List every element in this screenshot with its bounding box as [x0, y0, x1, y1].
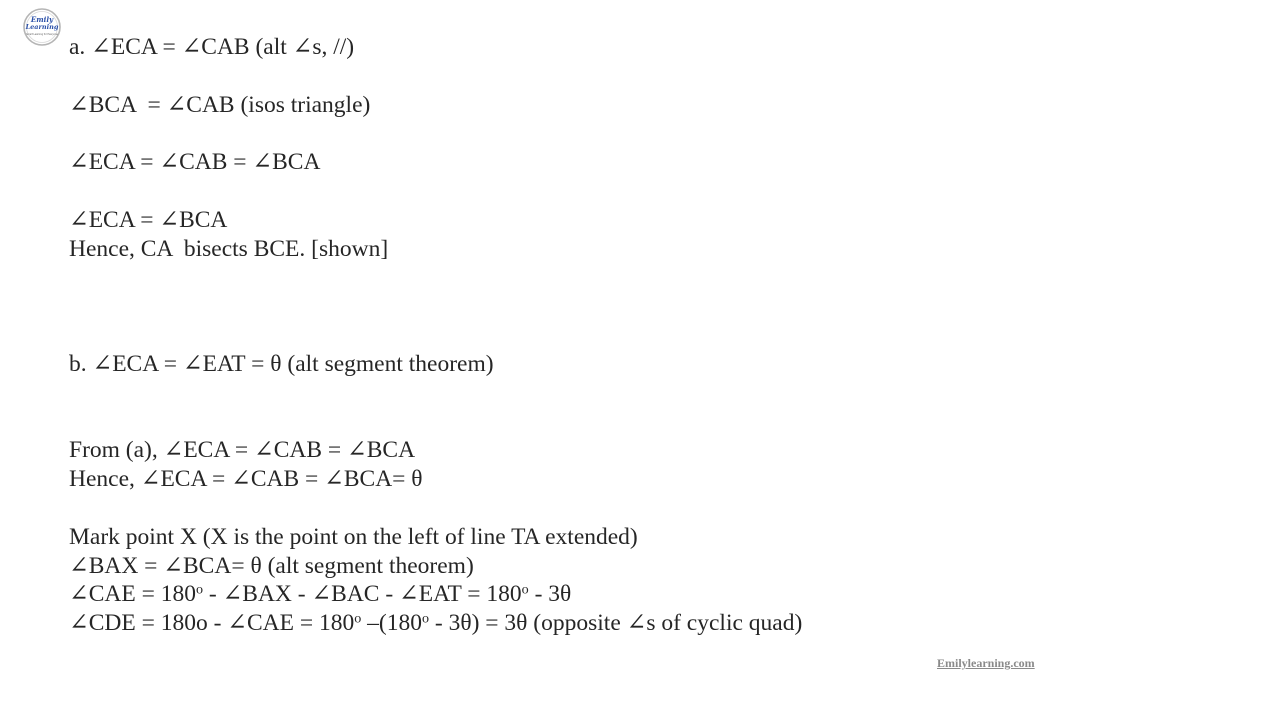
solution-line-a5: Hence, CA bisects BCE. [shown] — [69, 236, 389, 262]
text-segment: - 3θ — [528, 581, 572, 607]
text-segment: ∠CAE = 180 — [69, 581, 196, 607]
logo-text-top: Emily — [30, 15, 54, 24]
degree-superscript: o — [521, 581, 529, 598]
logo-tagline: Smart Learning for Everyone — [26, 33, 58, 36]
text-segment: –(180 — [361, 610, 422, 636]
solution-line-a2: ∠BCA = ∠CAB (isos triangle) — [69, 92, 371, 118]
solution-line-b4: Mark point X (X is the point on the left of line TA extended) — [69, 524, 638, 550]
logo-text-bottom: Learning — [25, 23, 59, 31]
emily-learning-logo — [23, 8, 61, 46]
degree-superscript: o — [354, 610, 362, 627]
degree-superscript: o — [195, 581, 203, 598]
solution-line-a4: ∠ECA = ∠BCA — [69, 207, 228, 233]
solution-line-b6 — [69, 580, 571, 609]
solution-line-b1: b. ∠ECA = ∠EAT = θ (alt segment theorem) — [69, 351, 494, 377]
solution-line-a1: a. ∠ECA = ∠CAB (alt ∠s, //) — [69, 34, 355, 60]
solution-line-b5: ∠BAX = ∠BCA= θ (alt segment theorem) — [69, 553, 474, 579]
solution-line-b2: From (a), ∠ECA = ∠CAB = ∠BCA — [69, 437, 416, 463]
solution-line-b7 — [69, 609, 802, 638]
text-segment: - 3θ) = 3θ (opposite ∠s of cyclic quad) — [429, 610, 803, 636]
text-segment: ∠CDE = 180o - ∠CAE = 180 — [69, 610, 355, 636]
degree-superscript: o — [421, 610, 430, 627]
text-segment: - ∠BAX - ∠BAC - ∠EAT = 180 — [203, 581, 522, 607]
solution-line-a3: ∠ECA = ∠CAB = ∠BCA — [69, 149, 321, 175]
emilylearning-link[interactable]: Emilylearning.com — [937, 656, 1035, 670]
solution-line-b3: Hence, ∠ECA = ∠CAB = ∠BCA= θ — [69, 466, 423, 492]
